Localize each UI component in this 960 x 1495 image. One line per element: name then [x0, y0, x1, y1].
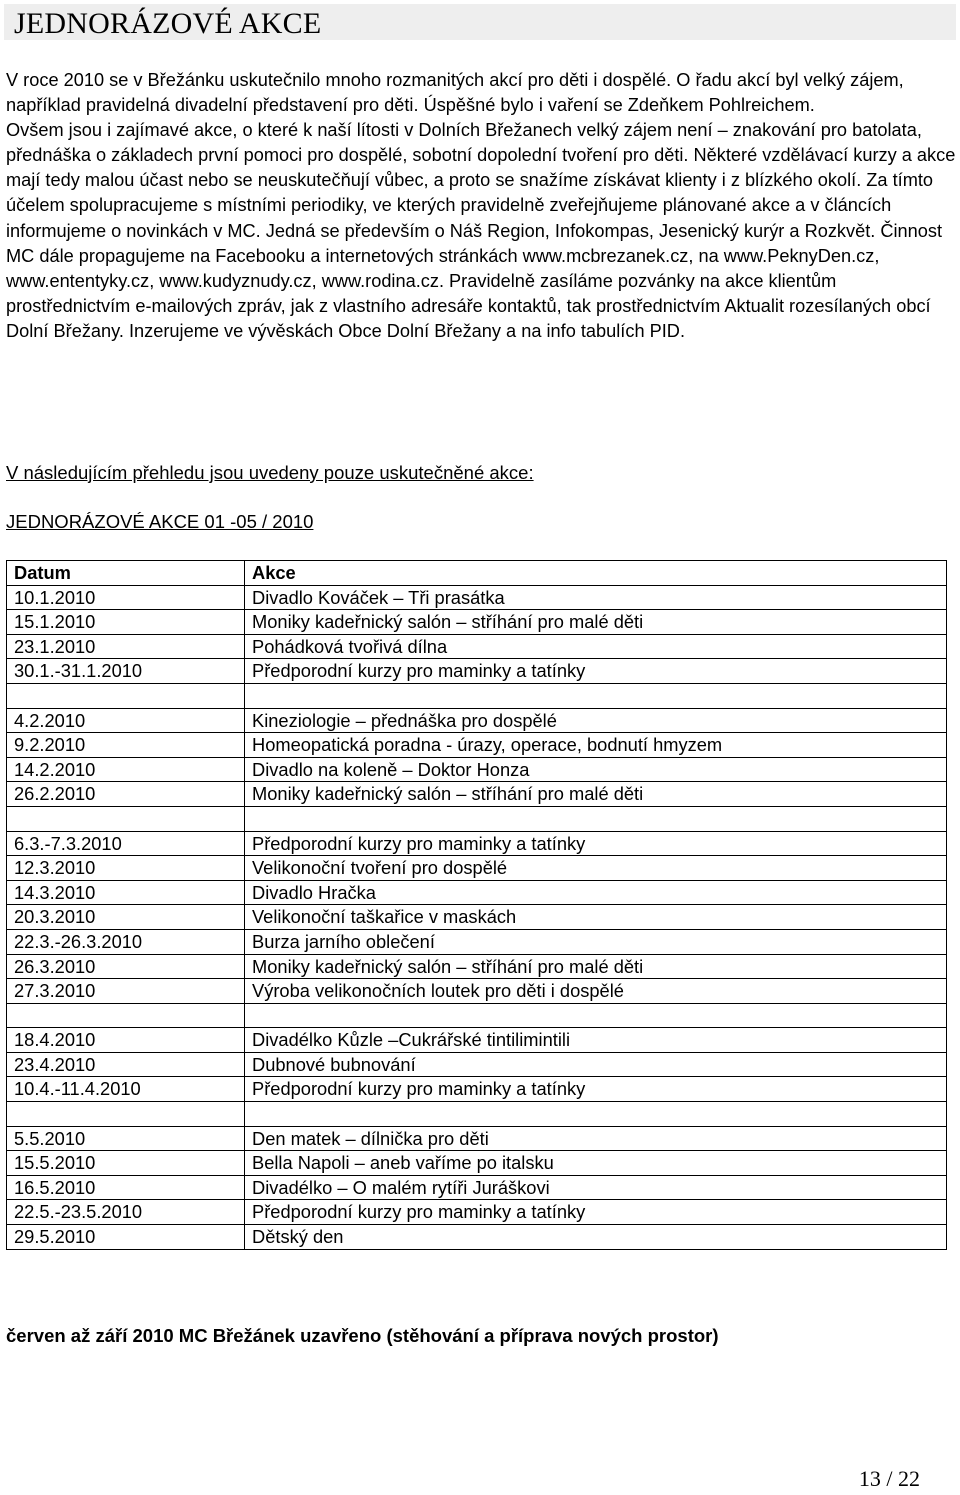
- table-row: [7, 905, 947, 930]
- event-date: 22.3.-26.3.2010: [7, 929, 245, 954]
- table-row: [7, 929, 947, 954]
- event-date: 27.3.2010: [7, 979, 245, 1004]
- event-name: [245, 806, 947, 831]
- event-name: [245, 1003, 947, 1028]
- event-date: 23.1.2010: [7, 634, 245, 659]
- event-name: Moniky kadeřnický salón – stříhání pro malé děti: [245, 610, 947, 635]
- event-name: Kineziologie – přednáška pro dospělé: [245, 708, 947, 733]
- table-row: [7, 733, 947, 758]
- title-bar: [4, 4, 956, 40]
- table-header-row: [7, 561, 947, 586]
- event-name: Burza jarního oblečení: [245, 929, 947, 954]
- table-row: [7, 1052, 947, 1077]
- event-date: [7, 1102, 245, 1127]
- event-date: 14.3.2010: [7, 880, 245, 905]
- event-date: [7, 806, 245, 831]
- event-name: Divadlo na koleně – Doktor Honza: [245, 757, 947, 782]
- event-date: 9.2.2010: [7, 733, 245, 758]
- event-name: Výroba velikonočních loutek pro děti i dospělé: [245, 979, 947, 1004]
- event-date: 15.5.2010: [7, 1151, 245, 1176]
- event-date: [7, 1003, 245, 1028]
- event-name: Bella Napoli – aneb vaříme po italsku: [245, 1151, 947, 1176]
- table-row: [7, 1003, 947, 1028]
- event-date: 12.3.2010: [7, 856, 245, 881]
- table-row: [7, 757, 947, 782]
- event-date: 15.1.2010: [7, 610, 245, 635]
- overview-heading: V následujícím přehledu jsou uvedeny pouze uskutečněné akce:: [6, 462, 534, 483]
- table-row: [7, 954, 947, 979]
- table-row: [7, 880, 947, 905]
- event-date: 14.2.2010: [7, 757, 245, 782]
- event-name: Moniky kadeřnický salón – stříhání pro malé děti: [245, 954, 947, 979]
- intro-paragraph-2: Ovšem jsou i zajímavé akce, o které k naší lítosti v Dolních Břežanech velký zájem není – znakování pro batolata, přednáška o základech první pomoci pro dospělé, sobotní dopolední tvoření pro děti. Některé vzdělávací kurzy a akce mají tedy malou účast nebo se neuskutečňují vůbec, a proto se snažíme získávat klienty i z blízkého okolí. Za tímto účelem spolupracujeme s místními periodiky, ve kterých pravidelně zveřejňujeme plánované akce a v článcích informujeme o novinkách v MC. Jedná se především o Náš Region, Infokompas, Jesenický kurýr a Rozkvět. Činnost MC dále propagujeme na Facebooku a internetových stránkách www.mcbrezanek.cz, na www.PeknyDen.cz, www.ententyky.cz, www.kudyznudy.cz, www.rodina.cz. Pravidelně zasíláme pozvánky na akce klientům prostřednictvím e-mailových zpráv, jak z vlastního adresáře kontaktů, tak prostřednictvím Aktualit rozesílaných obcí Dolní Břežany. Inzerujeme ve vývěskách Obce Dolní Břežany a na info tabulích PID.: [6, 120, 956, 341]
- event-date: 29.5.2010: [7, 1225, 245, 1250]
- event-date: 10.1.2010: [7, 585, 245, 610]
- table-row: [7, 1225, 947, 1250]
- table-row: [7, 659, 947, 684]
- event-name: Divadlo Kováček – Tři prasátka: [245, 585, 947, 610]
- table-row: [7, 1151, 947, 1176]
- events-table: [6, 560, 947, 1250]
- event-name: Pohádková tvořivá dílna: [245, 634, 947, 659]
- event-date: 10.4.-11.4.2010: [7, 1077, 245, 1102]
- closing-note: červen až září 2010 MC Břežánek uzavřeno (stěhování a příprava nových prostor): [6, 1325, 719, 1346]
- event-date: 26.3.2010: [7, 954, 245, 979]
- event-name: Divadlo Hračka: [245, 880, 947, 905]
- event-name: [245, 683, 947, 708]
- table-row: [7, 979, 947, 1004]
- event-date: [7, 683, 245, 708]
- event-name: Předporodní kurzy pro maminky a tatínky: [245, 831, 947, 856]
- event-date: 23.4.2010: [7, 1052, 245, 1077]
- table-row: [7, 806, 947, 831]
- table-row: [7, 1028, 947, 1053]
- table-row: [7, 610, 947, 635]
- event-name: Předporodní kurzy pro maminky a tatínky: [245, 659, 947, 684]
- event-name: Divadélko Kůzle –Cukrářské tintilimintili: [245, 1028, 947, 1053]
- event-name: Velikonoční taškařice v maskách: [245, 905, 947, 930]
- page-number: 13 / 22: [858, 1466, 920, 1491]
- event-name: [245, 1102, 947, 1127]
- table-row: [7, 856, 947, 881]
- event-name: Moniky kadeřnický salón – stříhání pro malé děti: [245, 782, 947, 807]
- table-row: [7, 831, 947, 856]
- header-event: Akce: [245, 561, 947, 586]
- event-date: 16.5.2010: [7, 1175, 245, 1200]
- event-name: Předporodní kurzy pro maminky a tatínky: [245, 1200, 947, 1225]
- table-row: [7, 634, 947, 659]
- event-name: Den matek – dílnička pro děti: [245, 1126, 947, 1151]
- event-name: Předporodní kurzy pro maminky a tatínky: [245, 1077, 947, 1102]
- event-name: Dětský den: [245, 1225, 947, 1250]
- intro-paragraph-1: V roce 2010 se v Břežánku uskutečnilo mnoho rozmanitých akcí pro děti i dospělé. O řadu akcí byl velký zájem, například pravidelná divadelní představení pro děti. Úspěšné bylo i vaření se Zdeňkem Pohlreichem.: [6, 70, 904, 116]
- header-date: Datum: [7, 561, 245, 586]
- table-row: [7, 1126, 947, 1151]
- table-row: [7, 1175, 947, 1200]
- event-date: 30.1.-31.1.2010: [7, 659, 245, 684]
- table-row: [7, 585, 947, 610]
- event-name: Dubnové bubnování: [245, 1052, 947, 1077]
- table-row: [7, 708, 947, 733]
- event-date: 26.2.2010: [7, 782, 245, 807]
- event-date: 4.2.2010: [7, 708, 245, 733]
- table-row: [7, 683, 947, 708]
- event-date: 20.3.2010: [7, 905, 245, 930]
- table-row: [7, 1102, 947, 1127]
- table-row: [7, 1077, 947, 1102]
- page-title: JEDNORÁZOVÉ AKCE: [14, 7, 322, 40]
- event-date: 22.5.-23.5.2010: [7, 1200, 245, 1225]
- event-date: 5.5.2010: [7, 1126, 245, 1151]
- event-date: 18.4.2010: [7, 1028, 245, 1053]
- table-row: [7, 782, 947, 807]
- event-name: Divadélko – O malém rytíři Juráškovi: [245, 1175, 947, 1200]
- event-name: Velikonoční tvoření pro dospělé: [245, 856, 947, 881]
- event-date: 6.3.-7.3.2010: [7, 831, 245, 856]
- event-name: Homeopatická poradna - úrazy, operace, bodnutí hmyzem: [245, 733, 947, 758]
- intro-text: [6, 68, 956, 344]
- table-row: [7, 1200, 947, 1225]
- table-title: JEDNORÁZOVÉ AKCE 01 -05 / 2010: [6, 511, 314, 532]
